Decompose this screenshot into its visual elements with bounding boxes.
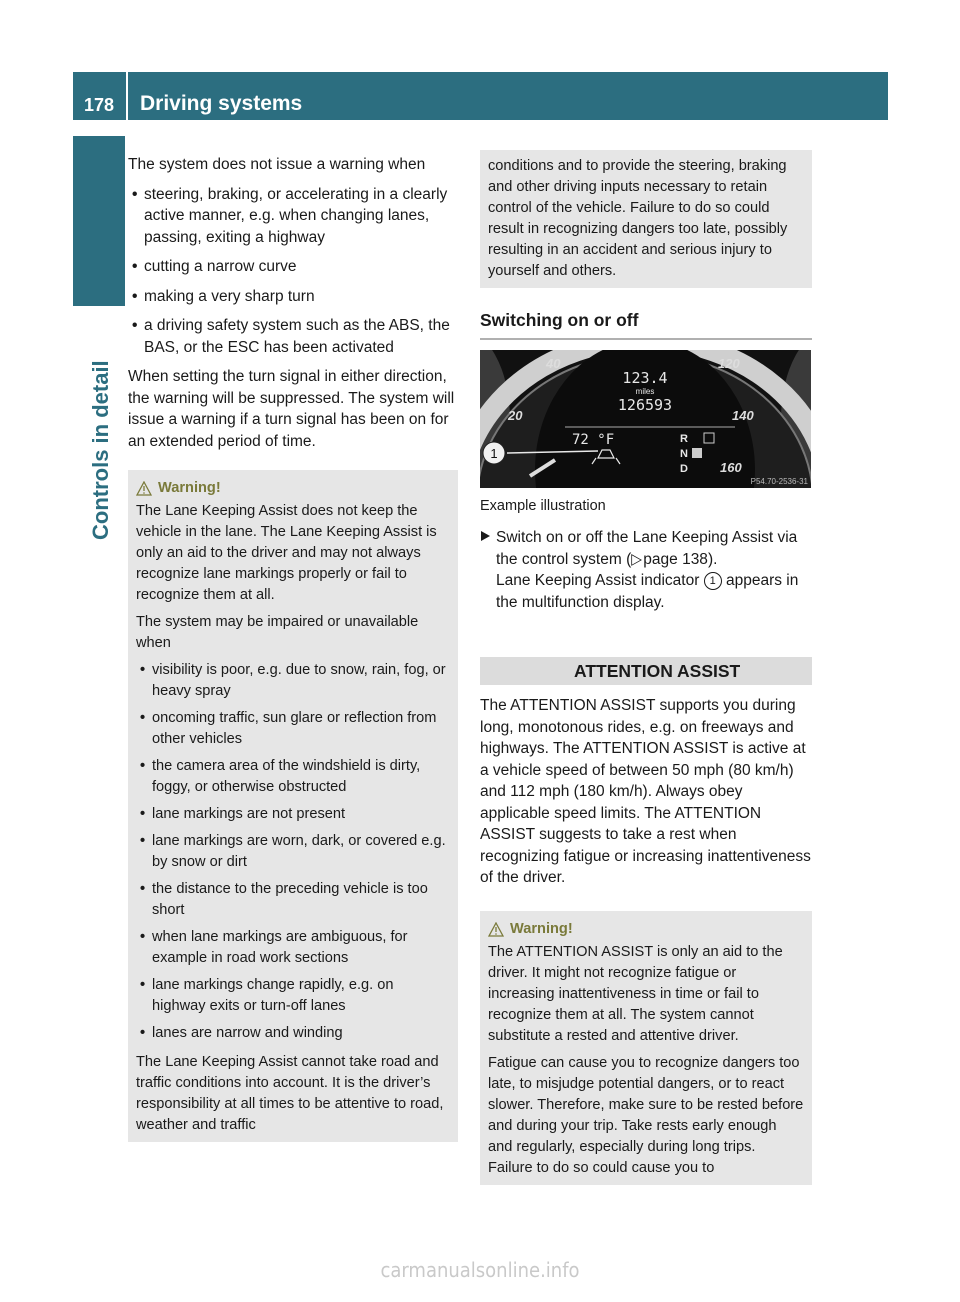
warning-title: Warning! bbox=[158, 480, 221, 496]
instruction-step bbox=[480, 527, 812, 613]
odometer-reading: 126593 bbox=[617, 395, 673, 414]
warning-triangle-icon bbox=[488, 922, 504, 937]
gear-indicator: N bbox=[680, 447, 688, 460]
trip-reading: 123.4 bbox=[622, 368, 668, 387]
intro-text: The system does not issue a warning when bbox=[128, 156, 426, 173]
step-arrow-icon bbox=[480, 530, 491, 542]
speed-label: 160 bbox=[720, 459, 742, 475]
warning-paragraph: conditions and to provide the steering, braking and other driving inputs necessary to retain control of the vehicle. Failure to do so could result in recognizing dangers too late, possibly resulting in an accident and serious injury to yourself and others. bbox=[488, 158, 788, 279]
warning-paragraph: The ATTENTION ASSIST is only an aid to the driver. It might not recognize fatigue or increasing inattentiveness in time or fail to recognize them at all. The system cannot substitute a rested and attentive driver. bbox=[488, 943, 783, 1044]
instrument-cluster-image bbox=[480, 350, 811, 488]
page-ref-arrow-icon: ▷ bbox=[631, 550, 644, 568]
list-item: • steering, braking, or accelerating in a clearly active manner, e.g. when changing lanes, passing, exiting a highway bbox=[128, 184, 458, 249]
warning-box-lane-keeping bbox=[128, 470, 458, 1142]
warning-heading bbox=[488, 919, 804, 940]
list-item: • lane markings are worn, dark, or covered e.g. by snow or dirt bbox=[136, 831, 450, 873]
list-item: • lane markings change rapidly, e.g. on highway exits or turn-off lanes bbox=[136, 975, 450, 1017]
list-item: • visibility is poor, e.g. due to snow, rain, fog, or heavy spray bbox=[136, 660, 450, 702]
warning-box-attention-assist bbox=[480, 911, 812, 1185]
speed-label: 120 bbox=[718, 355, 740, 371]
watermark: carmanualsonline.info bbox=[380, 1258, 580, 1282]
section-title-switching: Switching on or off bbox=[480, 310, 812, 340]
image-caption: Example illustration bbox=[480, 497, 606, 514]
list-item: • cutting a narrow curve bbox=[128, 256, 458, 278]
speed-label: 140 bbox=[732, 407, 754, 423]
warning-paragraph: The Lane Keeping Assist does not keep the vehicle in the lane. The Lane Keeping Assist is only an aid to the driver and may not always recognize lane markings properly or fail to recognize them at all. bbox=[136, 503, 437, 603]
speed-label: 20 bbox=[508, 407, 523, 423]
page-reference: page 138 bbox=[643, 550, 708, 568]
warning-triangle-icon bbox=[136, 481, 152, 496]
list-item: • when lane markings are ambiguous, for example in road work sections bbox=[136, 927, 450, 969]
header-separator bbox=[126, 72, 128, 120]
page-number: 178 bbox=[83, 95, 115, 115]
page-title: Driving systems bbox=[140, 92, 303, 115]
callout-number-inline: 1 bbox=[704, 572, 722, 590]
list-item: • the camera area of the windshield is dirty, foggy, or otherwise obstructed bbox=[136, 756, 450, 798]
list-item: • a driving safety system such as the ABS, the BAS, or the ESC has been activated bbox=[128, 315, 458, 358]
no-warning-list bbox=[128, 184, 458, 359]
image-code: P54.70-2536-31 bbox=[750, 476, 808, 486]
unit-label: miles bbox=[635, 386, 655, 396]
right-column bbox=[480, 150, 812, 1185]
list-item: • oncoming traffic, sun glare or reflection from other vehicles bbox=[136, 708, 450, 750]
warning-title: Warning! bbox=[510, 920, 573, 937]
list-item: • making a very sharp turn bbox=[128, 286, 458, 308]
gear-box-icon bbox=[692, 448, 702, 458]
warning-heading bbox=[136, 478, 450, 499]
turn-signal-text: When setting the turn signal in either direction, the warning will be suppressed. The system will issue a warning if a turn signal has been on for an extended period of time. bbox=[128, 368, 455, 450]
left-column bbox=[128, 154, 458, 1142]
gear-indicator: D bbox=[680, 462, 688, 475]
temperature-reading: 72 °F bbox=[572, 431, 615, 448]
step-text: Switch on or off the Lane Keeping Assist via the control system ( bbox=[496, 529, 798, 568]
indicator-text: Lane Keeping Assist indicator bbox=[496, 572, 700, 589]
step-text-end: ). bbox=[707, 550, 718, 568]
warning-box-continued bbox=[480, 150, 812, 288]
side-label-text: Controls in detail bbox=[88, 360, 113, 540]
gear-indicator: R bbox=[680, 432, 688, 445]
warning-paragraph: Fatigue can cause you to recognize dangers too late, to misjudge potential dangers, or to react slower. Therefore, make sure to be rested before and during your trip. Take rests early enough and regularly, especially during long trips. Failure to do so could cause you to bbox=[488, 1054, 804, 1176]
warning-paragraph: The system may be impaired or unavailable when bbox=[136, 614, 419, 651]
list-item: • the distance to the preceding vehicle is too short bbox=[136, 879, 450, 921]
section-title-attention-assist: ATTENTION ASSIST bbox=[480, 657, 812, 685]
indicator-text-end: appears in the multifunction display. bbox=[496, 572, 799, 611]
callout-number: 1 bbox=[490, 445, 498, 461]
side-label bbox=[88, 360, 113, 540]
impaired-conditions-list bbox=[136, 660, 450, 1044]
warning-paragraph: The Lane Keeping Assist cannot take road and traffic conditions into account. It is the driver’s responsibility at all times to be attentive to road, weather and traffic bbox=[136, 1054, 444, 1133]
side-tab bbox=[73, 136, 125, 306]
list-item: • lanes are narrow and winding bbox=[136, 1023, 450, 1044]
speed-label: 40 bbox=[546, 355, 561, 371]
attention-assist-text: The ATTENTION ASSIST supports you during long, monotonous rides, e.g. on freeways and highways. The ATTENTION ASSIST is active at a vehicle speed of between 50 mph (80 km/h) and 112 mph (180 km/h). Always obey applicable speed limits. The ATTENTION ASSIST suggests to take a rest when recognizing fatigue or increasing inattentiveness of the driver. bbox=[480, 697, 811, 886]
list-item: • lane markings are not present bbox=[136, 804, 450, 825]
